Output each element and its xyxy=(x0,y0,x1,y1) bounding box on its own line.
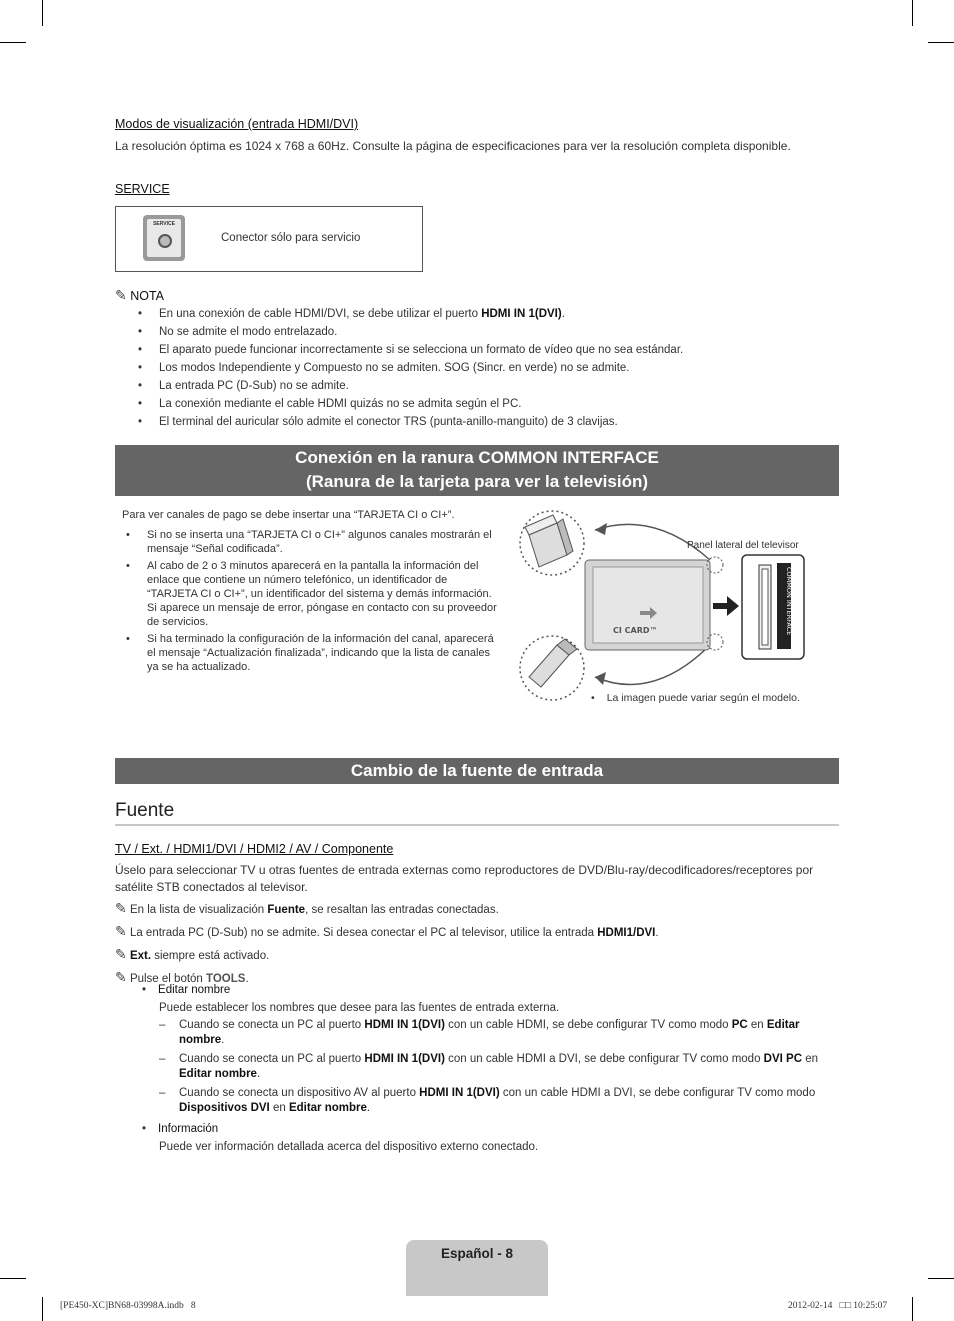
slot-box xyxy=(742,555,804,659)
note-item: ✎ Ext. siempre está activado. xyxy=(115,946,270,962)
crop-mark xyxy=(912,1297,913,1321)
list-item: – Cuando se conecta un PC al puerto HDMI IN 1(DVI) con un cable HDMI, se debe configurar TV como modo PC en Editar nombre. xyxy=(159,1019,800,1046)
info-text: Puede ver información detallada acerca del dispositivo externo conectado. xyxy=(159,1141,539,1153)
list-item: – Cuando se conecta un dispositivo AV al puerto HDMI IN 1(DVI) con un cable HDMI a DVI, se debe configurar TV como modo Dispositivos DVI en Editar nombre. xyxy=(159,1087,816,1114)
crop-mark xyxy=(928,1278,954,1279)
list-item: – Cuando se conecta un PC al puerto HDMI IN 1(DVI) con un cable HDMI a DVI, se debe configurar TV como modo DVI PC en Editar nombre. xyxy=(159,1053,818,1080)
timestamp: 2012-02-14 □□ 10:25:07 xyxy=(788,1301,888,1311)
panel-label: Panel lateral del televisor xyxy=(687,540,799,551)
list-item: • La entrada PC (D-Sub) no se admite. xyxy=(138,380,349,392)
input-section-band xyxy=(115,758,839,784)
list-item: • Si ha terminado la configuración de la información del canal, aparecerá el mensaje “Actualización finalizada”, indicando que la lista de canales ya se ha actualizado. xyxy=(126,633,494,673)
edit-name-text: Puede establecer los nombres que desee para las fuentes de entrada externa. xyxy=(159,1002,560,1014)
service-heading: SERVICE xyxy=(115,182,170,196)
note-item: ✎ En la lista de visualización Fuente, se resaltan las entradas conectadas. xyxy=(115,900,499,916)
info-title: • Información xyxy=(142,1123,219,1135)
ci-section-subtitle: (Ranura de la tarjeta para ver la televisión) xyxy=(305,472,649,491)
fuente-heading: Fuente xyxy=(115,800,175,821)
fuente-text: Úselo para seleccionar TV u otras fuentes de entrada externas como reproductores de DVD/Blu-ray/decodificadores/receptores por satélite STB conectados al televisor. xyxy=(115,863,814,894)
ci-section-band xyxy=(115,445,839,496)
list-item: • En una conexión de cable HDMI/DVI, se debe utilizar el puerto HDMI IN 1(DVI). xyxy=(138,308,565,320)
page-number-tab xyxy=(406,1240,548,1296)
pencil-icon: ✎ xyxy=(115,969,127,985)
pencil-icon: ✎ xyxy=(115,946,127,962)
pencil-icon: ✎ xyxy=(115,287,127,303)
fuente-notes xyxy=(115,898,839,990)
ci-card-illustration xyxy=(515,505,845,705)
nota-list xyxy=(138,305,849,431)
list-item: • El aparato puede funcionar incorrectamente si se selecciona un formato de vídeo que no sea estándar. xyxy=(138,344,684,356)
hdmi-modes-text: La resolución óptima es 1024 x 768 a 60Hz. Consulte la página de especificaciones para ver la resolución completa disponible. xyxy=(115,139,791,153)
list-item: • La conexión mediante el cable HDMI quizás no se admita según el PC. xyxy=(138,398,522,410)
service-port-icon xyxy=(143,215,185,261)
arrow-bottom xyxy=(595,645,710,685)
file-info: [PE450-XC]BN68-03998A.indb 8 xyxy=(60,1301,196,1311)
crop-mark xyxy=(928,42,954,43)
ci-list xyxy=(126,528,497,674)
card-bottom-icon xyxy=(529,639,577,687)
image-note: • La imagen puede variar según el modelo. xyxy=(591,692,800,704)
tv-side-panel xyxy=(585,560,710,650)
nota-heading: ✎ NOTA xyxy=(115,287,165,303)
ci-card-label: CI CARD™ xyxy=(613,626,658,635)
note-item: ✎ La entrada PC (D-Sub) no se admite. Si desea conectar el PC al televisor, utilice la entrada HDMI1/DVI. xyxy=(115,923,659,939)
crop-mark xyxy=(42,1297,43,1321)
crop-mark xyxy=(0,1278,26,1279)
crop-mark xyxy=(912,0,913,26)
note-item: ✎ Pulse el botón TOOLS. xyxy=(115,969,249,985)
edit-name-list xyxy=(159,1018,842,1120)
slot-arrow-icon xyxy=(727,596,739,616)
list-item: • El terminal del auricular sólo admite el conector TRS (punta-anillo-manguito) de 3 clavijas. xyxy=(138,416,618,428)
card-top-icon xyxy=(525,515,573,567)
list-item: • Si no se inserta una “TARJETA CI o CI+” algunos canales mostrarán el mensaje “Señal codificada”. xyxy=(126,529,492,555)
ci-section-title: Conexión en la ranura COMMON INTERFACE xyxy=(295,448,659,467)
fuente-subtitle: TV / Ext. / HDMI1/DVI / HDMI2 / AV / Componente xyxy=(115,842,394,856)
list-item: • Los modos Independiente y Compuesto no se admiten. SOG (Sincr. en verde) no se admite. xyxy=(138,362,630,374)
crop-mark xyxy=(42,0,43,26)
hdmi-modes-heading: Modos de visualización (entrada HDMI/DVI) xyxy=(115,117,359,131)
crop-mark xyxy=(0,42,26,43)
list-item: • No se admite el modo entrelazado. xyxy=(138,326,338,338)
service-text: Conector sólo para servicio xyxy=(221,232,361,244)
page-number: Español - 8 xyxy=(440,1246,513,1261)
input-section-title: Cambio de la fuente de entrada xyxy=(350,761,604,780)
slot-label: COMMON INTERFACE xyxy=(785,567,793,636)
list-item: • Al cabo de 2 o 3 minutos aparecerá en la pantalla la información del enlace que contiene un número telefónico, un identificador de “TARJETA CI o CI+”, un identificador del sistema y demás información. Si aparece un mensaje de error, póngase en contacto con su proveedor de servicios. xyxy=(126,560,497,628)
pencil-icon: ✎ xyxy=(115,900,127,916)
ci-intro: Para ver canales de pago se debe insertar una “TARJETA CI o CI+”. xyxy=(122,509,455,521)
service-port-label: SERVICE xyxy=(153,221,175,227)
heading-divider xyxy=(115,824,839,826)
pencil-icon: ✎ xyxy=(115,923,127,939)
edit-name-title: • Editar nombre xyxy=(142,984,231,996)
service-box xyxy=(115,206,423,272)
